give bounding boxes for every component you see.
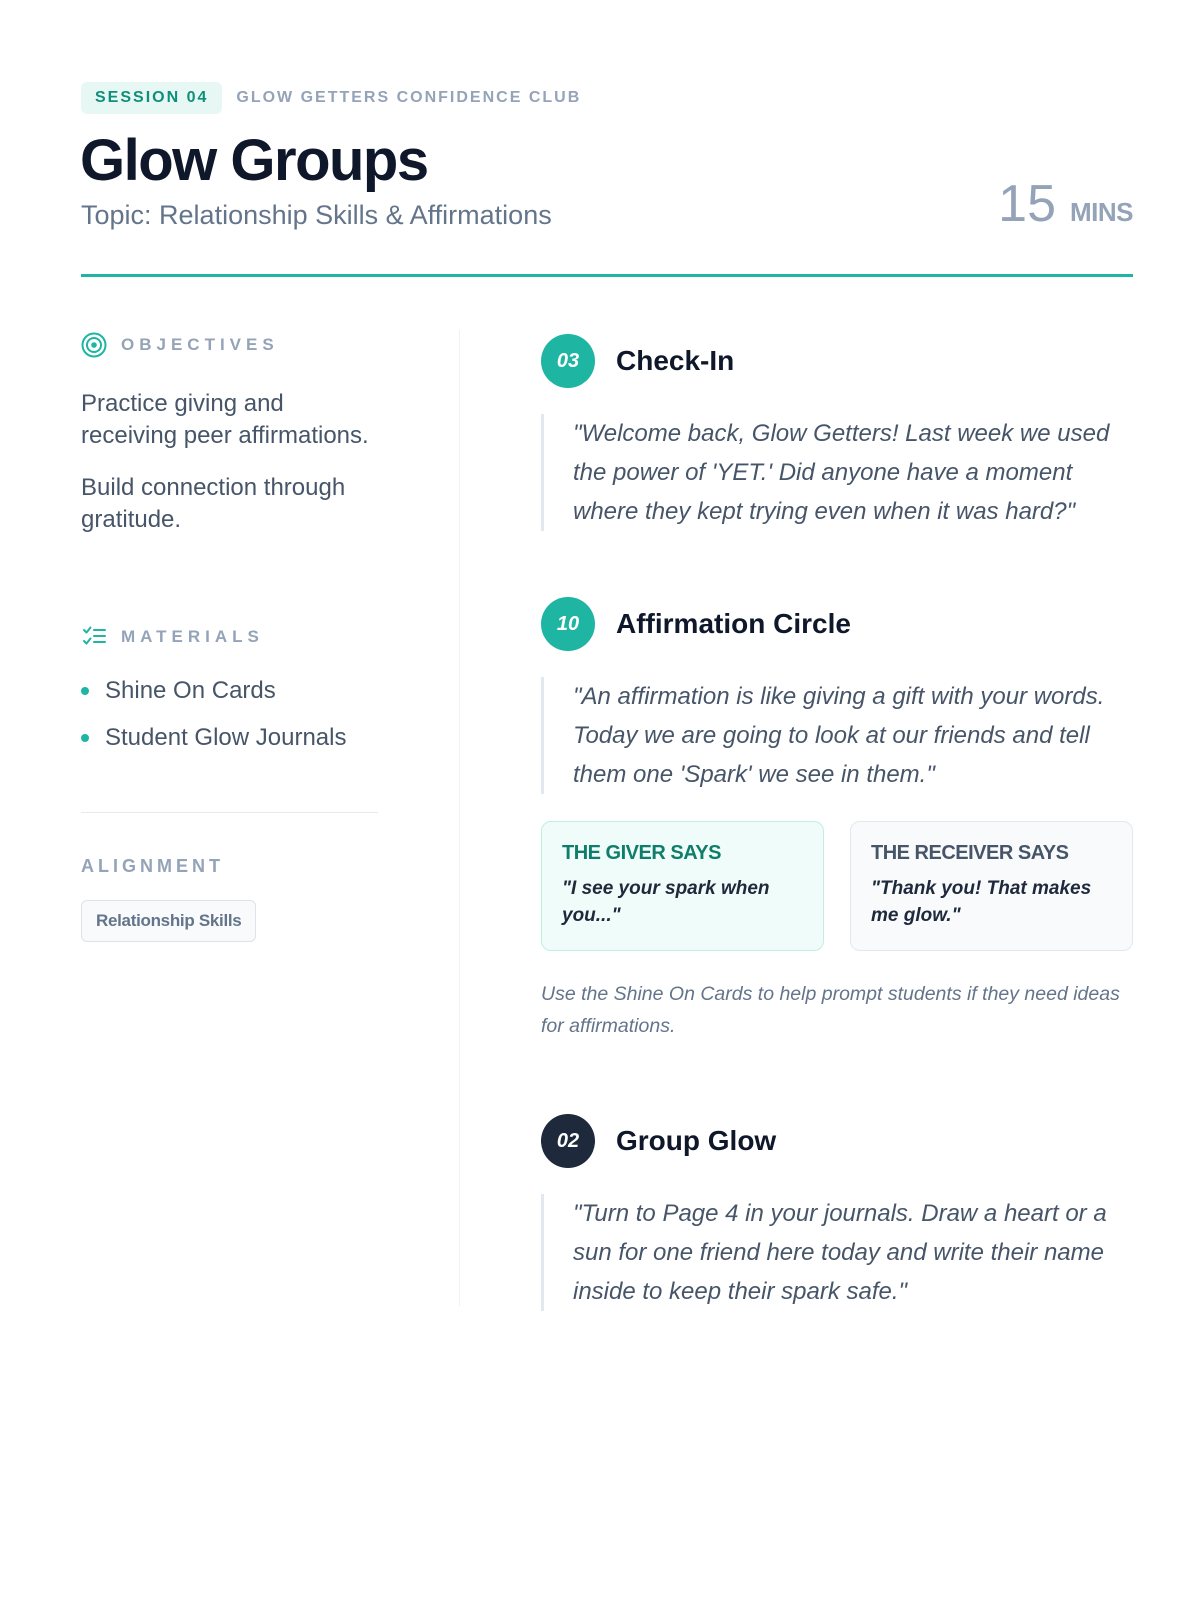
step-script-quote: "Turn to Page 4 in your journals. Draw a heart or a sun for one friend here today and write their name inside to keep their spark safe."	[541, 1194, 1133, 1311]
step-check-in	[541, 334, 1133, 531]
bullet-dot	[81, 734, 89, 742]
materials-heading	[81, 622, 264, 652]
material-item: Student Glow Journals	[105, 724, 347, 751]
step-header	[541, 597, 1133, 651]
receiver-label: THE RECEIVER SAYS	[871, 842, 1069, 864]
step-title: Check-In	[616, 345, 735, 376]
duration-unit: MINS	[1070, 197, 1133, 227]
step-minutes-badge: 02	[541, 1114, 595, 1168]
alignment-tag: Relationship Skills	[81, 900, 256, 942]
giver-card	[541, 821, 824, 951]
alignment-label: ALIGNMENT	[81, 856, 224, 876]
receiver-text: "Thank you! That makes me glow."	[871, 878, 1092, 926]
materials-list	[81, 675, 346, 769]
topic-subtitle: Topic: Relationship Skills & Affirmations	[81, 200, 552, 230]
duration	[998, 176, 1133, 232]
step-title: Affirmation Circle	[616, 608, 851, 639]
objective-item: Practice giving and receiving peer affirmations.	[81, 390, 369, 449]
bullet-dot	[81, 687, 89, 695]
step-script-quote: "Welcome back, Glow Getters! Last week we used the power of 'YET.' Did anyone have a moment where they kept trying even when it was hard?"	[541, 414, 1133, 531]
giver-text: "I see your spark when you..."	[562, 878, 770, 926]
step-header	[541, 1114, 1133, 1168]
sidebar-divider	[81, 812, 378, 813]
duration-value: 15	[998, 175, 1056, 233]
page-title: Glow Groups	[80, 128, 428, 193]
list-item	[81, 675, 346, 707]
target-icon	[81, 332, 107, 358]
affirmation-prompts	[541, 821, 1133, 951]
column-divider	[459, 330, 460, 1306]
objectives-label: OBJECTIVES	[121, 335, 279, 354]
giver-label: THE GIVER SAYS	[562, 842, 721, 864]
material-item: Shine On Cards	[105, 677, 276, 704]
materials-label: MATERIALS	[121, 627, 264, 646]
step-header	[541, 334, 1133, 388]
step-title: Group Glow	[616, 1125, 777, 1156]
step-script-quote: "An affirmation is like giving a gift with your words. Today we are going to look at our friends and tell them one 'Spark' we see in them."	[541, 677, 1133, 794]
objectives-heading	[81, 330, 279, 360]
session-badge: SESSION 04	[81, 82, 222, 114]
receiver-card	[850, 821, 1133, 951]
session-eyebrow	[81, 82, 581, 114]
header-divider	[81, 274, 1133, 277]
objective-item: Build connection through gratitude.	[81, 474, 346, 533]
facilitator-note: Use the Shine On Cards to help prompt students if they need ideas for affirmations.	[541, 983, 1120, 1037]
objectives-list	[81, 388, 381, 556]
step-group-glow	[541, 1114, 1133, 1311]
checklist-icon	[81, 624, 107, 650]
step-affirmation-circle	[541, 597, 1133, 794]
step-minutes-badge: 03	[541, 334, 595, 388]
list-item	[81, 722, 346, 754]
step-minutes-badge: 10	[541, 597, 595, 651]
club-name: GLOW GETTERS CONFIDENCE CLUB	[236, 89, 582, 106]
